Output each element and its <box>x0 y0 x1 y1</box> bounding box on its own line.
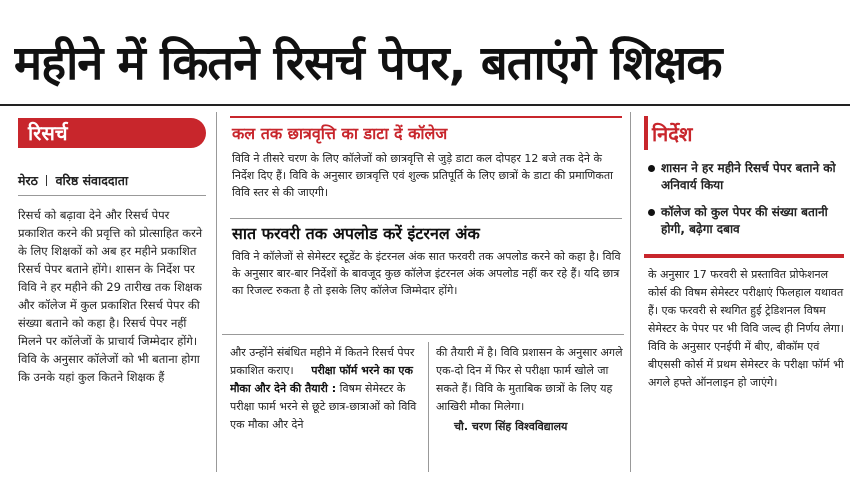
divider-right <box>630 112 631 472</box>
box1-top-rule <box>230 116 622 118</box>
left-body-text: रिसर्च को बढ़ावा देने और रिसर्च पेपर प्रकाशित करने की प्रवृत्ति को प्रोत्साहित करने के लिए शिक्षकों को अब हर महीने प्रकाशित रिसर्च पेपर बताने होंगे। शासन के निर्देश पर विवि ने हर महीने की 29 तारीख तक शिक्षक और कॉलेज में कुल प्रकाशित रिसर्च पेपर की संख्या बताने को कहा है। रिसर्च पेपर नहीं मिलने पर कॉलेजों के प्राचार्य जिम्मेदार होंगे। विवि के अनुसार कॉलेजों को भी बताना होगा कि उनके यहां कुल कितने शिक्षक हैं <box>18 208 203 384</box>
research-label-bar <box>18 118 206 148</box>
middle-col-a <box>230 344 422 476</box>
directive-label: निर्देश <box>652 122 693 146</box>
col-a-subhead: परीक्षा फॉर्म भरने का एक मौका और देने की तैयारी : <box>230 364 413 395</box>
col-a-lead: और उन्होंने संबंधित महीने में कितने रिसर्च पेपर प्रकाशित कराए। <box>230 346 415 377</box>
directive-bullet-2-text: कॉलेज को कुल पेपर की संख्या बतानी होगी, बढ़ेगा दबाव <box>661 205 828 236</box>
research-label: रिसर्च <box>28 121 68 145</box>
directive-bullet-1-text: शासन ने हर महीने रिसर्च पेपर बताने को अनिवार्य किया <box>661 161 836 192</box>
middle-col-b <box>436 344 624 476</box>
middle-column <box>222 112 624 478</box>
directive-bullets <box>648 160 844 238</box>
box1-title: कल तक छात्रवृत्ति का डाटा दें कॉलेज <box>232 124 448 143</box>
directive-bullet-1 <box>648 160 844 194</box>
bullet-dot-icon <box>648 209 655 216</box>
divider-middle <box>428 342 429 472</box>
byline-role: वरिष्ठ संवाददाता <box>55 173 129 188</box>
directive-bottom-bar <box>644 254 844 258</box>
bullet-dot-icon <box>648 165 655 172</box>
col-b-body: की तैयारी में है। विवि प्रशासन के अनुसार अगले एक-दो दिन में फिर से परीक्षा फार्म खोले जा सकते हैं। विवि के मुताबिक छात्रों के लिए यह आखिरी मौका मिलेगा। <box>436 346 623 413</box>
left-body <box>18 206 204 476</box>
headline-rule <box>0 104 850 106</box>
col-a-body: विषम सेमेस्टर के परीक्षा फार्म भरने से छूटे छात्र-छात्राओं को विवि एक मौका और देने <box>230 382 417 431</box>
middle-separator <box>222 334 624 335</box>
box-separator <box>230 218 622 219</box>
right-column <box>636 112 846 478</box>
divider-left <box>216 112 217 472</box>
left-column <box>0 112 210 478</box>
box2-body: विवि ने कॉलेजों से सेमेस्टर स्टूडेंट के इंटरनल अंक सात फरवरी तक अपलोड करने को कहा है। विवि के अनुसार बार-बार निर्देशों के बावजूद कुछ कॉलेज इंटरनल अंक अपलोड नहीं कर रहे हैं। यदि छात्र का रिजल्ट रुकता है तो इसके लिए कॉलेज जिम्मेदार होंगे। <box>232 250 621 297</box>
box1-body: विवि ने तीसरे चरण के लिए कॉलेजों को छात्रवृत्ति से जुड़े डाटा कल दोपहर 12 बजे तक देने के निर्देश दिए हैं। विवि के अनुसार छात्रवृत्ति एवं शुल्क प्रतिपूर्ति के लिए छात्रों के डाटा की प्रमाणिकता विवि स्तर से की जाएगी। <box>232 152 613 199</box>
byline <box>18 172 206 190</box>
right-body: के अनुसार 17 फरवरी से प्रस्तावित प्रोफेशनल कोर्स की विषम सेमेस्टर परीक्षाएं फिलहाल यथावत हैं। एक फरवरी से स्थगित हुई ट्रेडिशनल विषम सेमेस्टर के पेपर पर भी विवि जल्द ही निर्णय लेगा। विवि के अनुसार एनईपी में बीए, बीकॉम एवं बीएससी कोर्स में प्रथम सेमेस्टर के परीक्षा फॉर्म भी अगले हफ्ते ऑनलाइन हो जाएंगे। <box>648 268 844 389</box>
byline-rule <box>18 195 206 196</box>
directive-label-bar <box>644 116 648 150</box>
col-b-footer: चौ. चरण सिंह विश्वविद्यालय <box>454 420 568 433</box>
byline-place: मेरठ <box>18 173 38 188</box>
box2-title: सात फरवरी तक अपलोड करें इंटरनल अंक <box>232 224 480 243</box>
top-cut-strip <box>0 0 850 14</box>
directive-bullet-2 <box>648 204 844 238</box>
headline: महीने में कितने रिसर्च पेपर, बताएंगे शिक्षक <box>14 36 722 91</box>
